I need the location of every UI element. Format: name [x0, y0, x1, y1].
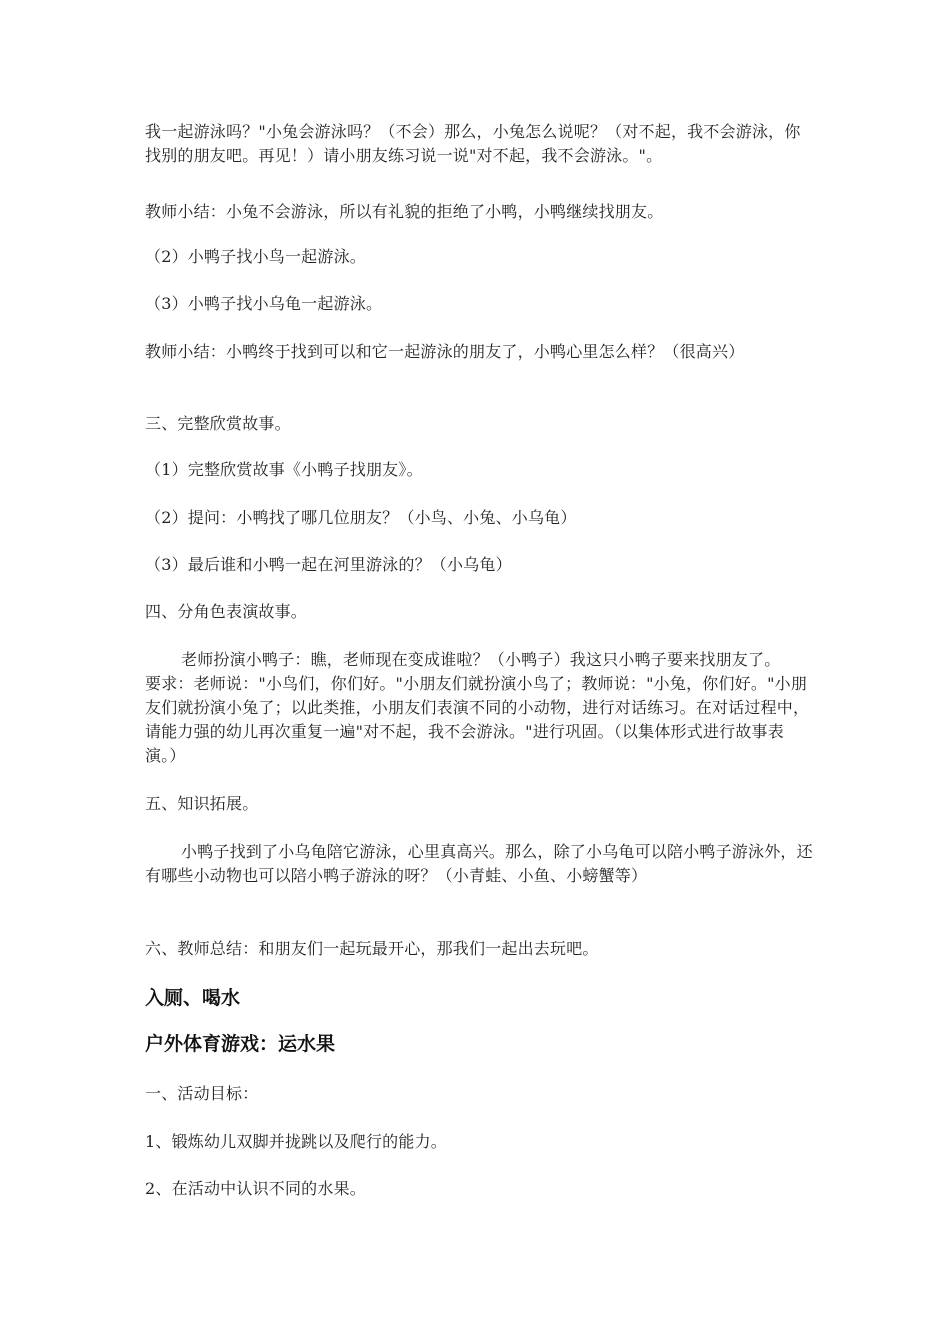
activity-goal-2: 2、在活动中认识不同的水果。 — [145, 1179, 366, 1198]
step-2-bird: （2）小鸭子找小鸟一起游泳。 — [145, 247, 366, 266]
story-dialogue-paragraph: 我一起游泳吗？"小兔会游泳吗？（不会）那么，小兔怎么说呢？（对不起，我不会游泳，你找别的朋友吧。再见！）请小朋友练习说一说"对不起，我不会游泳。"。 — [145, 122, 801, 165]
heading-outdoor-game: 户外体育游戏：运水果 — [145, 1033, 336, 1055]
heading-toilet-water: 入厕、喝水 — [145, 987, 241, 1009]
section-3-item-2: （2）提问：小鸭找了哪几位朋友？（小鸟、小兔、小乌龟） — [145, 508, 577, 527]
teacher-summary-2: 教师小结：小鸭终于找到可以和它一起游泳的朋友了，小鸭心里怎么样？（很高兴） — [145, 342, 745, 361]
activity-goals-heading: 一、活动目标： — [145, 1084, 259, 1103]
section-3-item-1: （1）完整欣赏故事《小鸭子找朋友》。 — [145, 460, 423, 479]
section-3-heading: 三、完整欣赏故事。 — [145, 414, 291, 433]
section-4-heading: 四、分角色表演故事。 — [145, 602, 308, 621]
section-6-summary: 六、教师总结：和朋友们一起玩最开心，那我们一起出去玩吧。 — [145, 939, 599, 958]
activity-goal-1: 1、锻炼幼儿双脚并拢跳以及爬行的能力。 — [145, 1132, 447, 1151]
section-5-heading: 五、知识拓展。 — [145, 794, 259, 813]
section-3-item-3: （3）最后谁和小鸭一起在河里游泳的？（小乌龟） — [145, 555, 512, 574]
extension-paragraph: 小鸭子找到了小乌龟陪它游泳，心里真高兴。那么，除了小乌龟可以陪小鸭子游泳外，还有哪些小动物也可以陪小鸭子游泳的呀？（小青蛙、小鱼、小螃蟹等） — [145, 842, 813, 885]
role-play-paragraph: 老师扮演小鸭子：瞧，老师现在变成谁啦？（小鸭子）我这只小鸭子要来找朋友了。 要求：老师说："小鸟们，你们好。"小朋友们就扮演小鸟了；教师说："小兔，你们好。"小朋友们就扮演小兔了；以此类推，小朋友们表演不同的小动物，进行对话练习。在对话过程中，请能力强的幼儿再次重复一遍"对不起，我不会游泳。"进行巩固。（以集体形式进行故事表演。） — [145, 650, 810, 765]
teacher-summary-1: 教师小结：小兔不会游泳，所以有礼貌的拒绝了小鸭，小鸭继续找朋友。 — [145, 202, 664, 221]
step-3-turtle: （3）小鸭子找小乌龟一起游泳。 — [145, 294, 383, 313]
